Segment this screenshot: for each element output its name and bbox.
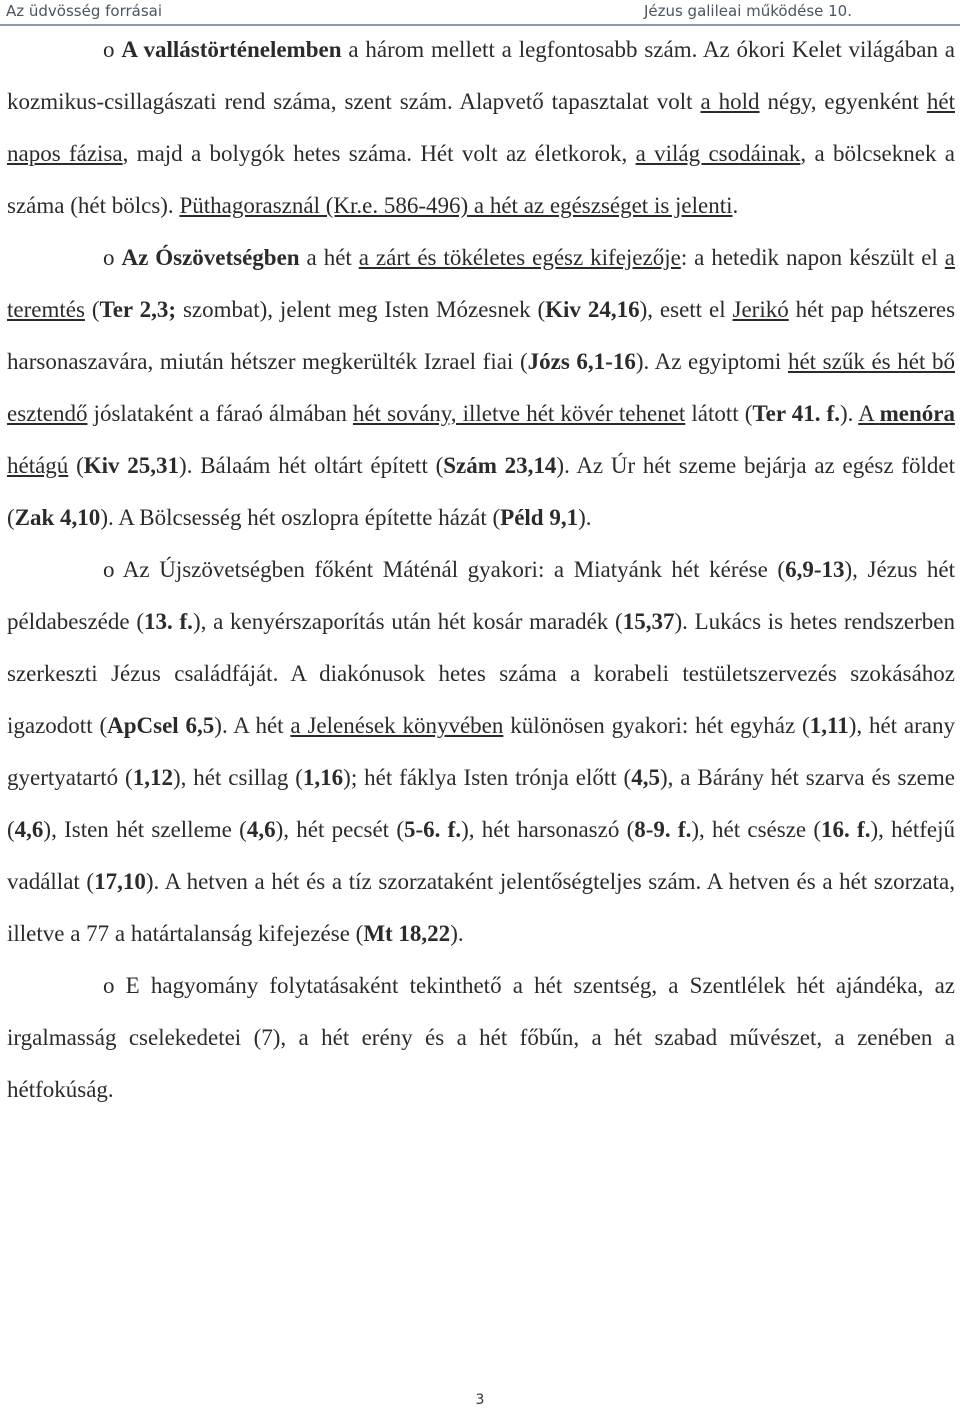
underlined-text: Jerikó bbox=[732, 297, 789, 322]
text-run: ), hét csillag ( bbox=[172, 765, 303, 790]
bold-text: 4,5 bbox=[631, 765, 660, 790]
bold-text: 8-9. f. bbox=[634, 817, 692, 842]
bold-text: Szám 23,14 bbox=[443, 453, 557, 478]
underlined-text: hétágú bbox=[7, 453, 69, 478]
text-run: ), esett el bbox=[639, 297, 733, 322]
bold-text: ApCsel 6,5 bbox=[107, 713, 215, 738]
text-run: a három mellett a legfontosabb szám. Az ókori Kelet világában a kozmikus-csillagászati rend száma, szent szám. Alapvető tapasztalat volt bbox=[7, 37, 955, 114]
bold-text: Józs 6,1-16 bbox=[527, 349, 636, 374]
text-run: ), hét arany gyertyatartó ( bbox=[7, 713, 955, 790]
underlined-text: a világ csodáinak bbox=[635, 141, 801, 166]
bold-text: Kiv 24,16 bbox=[545, 297, 640, 322]
paragraph-new-testament bbox=[7, 544, 955, 960]
bold-text: Péld 9,1 bbox=[500, 505, 579, 530]
underlined-text: a teremtés bbox=[7, 245, 955, 322]
page-number: 3 bbox=[475, 1392, 485, 1408]
text-run: ), a kenyérszaporítás után hét kosár maradék ( bbox=[192, 609, 623, 634]
text-run: . bbox=[732, 193, 739, 218]
bold-text: 6,9-13 bbox=[785, 557, 845, 582]
text-run: ). bbox=[839, 401, 859, 426]
bold-text: 5-6. f. bbox=[404, 817, 462, 842]
text-run: négy, egyenként bbox=[759, 89, 927, 114]
bold-text: 16. f. bbox=[821, 817, 871, 842]
bold-underlined-text: menóra bbox=[879, 401, 955, 426]
page-header bbox=[0, 0, 960, 26]
bold-text: 1,11 bbox=[809, 713, 849, 738]
underlined-text: hét sovány, illetve hét kövér tehenet bbox=[352, 401, 686, 426]
text-run: ), Jézus hét példabeszéde ( bbox=[7, 557, 956, 634]
text-run: , a bölcseknek a száma (hét bölcs). bbox=[7, 141, 955, 218]
underlined-text: A bbox=[858, 401, 880, 426]
text-run: ). Lukács is hetes rendszerben szerkeszti Jézus családfáját. A diakónusok hetes száma a korabeli testületszervezés szokásához igazodott ( bbox=[7, 609, 956, 738]
text-run: látott ( bbox=[685, 401, 753, 426]
bold-text: 4,6 bbox=[246, 817, 276, 842]
bold-text: Kiv 25,31 bbox=[83, 453, 180, 478]
bold-text: 1,16 bbox=[302, 765, 344, 790]
text-run: ), hét pecsét ( bbox=[275, 817, 404, 842]
bold-text: Az Ószövetségben bbox=[121, 245, 300, 270]
header-book-title: Az üdvösség forrásai bbox=[6, 2, 163, 20]
bold-text: 15,37 bbox=[622, 609, 675, 634]
paragraph-religious-history bbox=[7, 24, 955, 232]
text-run: ), Isten hét szelleme ( bbox=[43, 817, 247, 842]
paragraph-old-testament bbox=[7, 232, 955, 544]
text-run: ); hét fáklya Isten trónja előtt ( bbox=[343, 765, 632, 790]
bold-text: Mt 18,22 bbox=[363, 921, 451, 946]
text-run: ( bbox=[84, 297, 100, 322]
bold-text: Zak 4,10 bbox=[14, 505, 101, 530]
bold-text: 17,10 bbox=[94, 869, 146, 894]
text-run: a hét bbox=[299, 245, 359, 270]
text-run: : a hetedik napon készült el bbox=[680, 245, 945, 270]
underlined-text: a zárt és tökéletes egész kifejezője bbox=[358, 245, 681, 270]
bold-text: 13. f. bbox=[144, 609, 193, 634]
text-run: ). Az Úr hét szeme bejárja az egész földet ( bbox=[7, 453, 955, 530]
bold-text: Ter 41. f. bbox=[752, 401, 840, 426]
text-run: különösen gyakori: hét egyház ( bbox=[503, 713, 810, 738]
paragraph-tradition bbox=[7, 960, 955, 1116]
text-run: o E hagyomány folytatásaként tekinthető a hét szentség, a Szentlélek hét ajándéka, az irgalmasság cselekedetei (7), a hét erény és a hét főbűn, a hét szabad művészet, a zenében a hétfokúság. bbox=[7, 973, 955, 1102]
text-run: ). Az egyiptomi bbox=[635, 349, 788, 374]
text-run: o bbox=[103, 245, 122, 270]
bold-text: 1,12 bbox=[132, 765, 173, 790]
header-chapter-title: Jézus galileai működése 10. bbox=[643, 2, 852, 20]
bold-text: 4,6 bbox=[14, 817, 44, 842]
underlined-text: a Jelenések könyvében bbox=[290, 713, 504, 738]
text-run: ). A Bölcsesség hét oszlopra építette házát ( bbox=[100, 505, 501, 530]
text-run: ). bbox=[578, 505, 592, 530]
text-run: o Az Újszövetségben főként Máténál gyakori: a Miatyánk hét kérése ( bbox=[103, 557, 786, 582]
bold-text: A vallástörténelemben bbox=[121, 37, 342, 62]
text-run: ), a Bárány hét szarva és szeme ( bbox=[7, 765, 955, 842]
text-run: hét pap hétszeres harsonaszavára, miután hétszer megkerülték Izrael fiai ( bbox=[7, 297, 956, 374]
underlined-text: hét napos fázisa bbox=[7, 89, 955, 166]
text-run: ). Bálaám hét oltárt épített ( bbox=[179, 453, 444, 478]
bold-text: Ter 2,3; bbox=[99, 297, 177, 322]
text-run: ( bbox=[68, 453, 84, 478]
text-run: ), hét csésze ( bbox=[691, 817, 822, 842]
text-run: jóslataként a fáraó álmában bbox=[87, 401, 353, 426]
text-run: ). A hét bbox=[214, 713, 291, 738]
document-body bbox=[7, 24, 955, 1116]
text-run: ), hét harsonaszó ( bbox=[461, 817, 635, 842]
text-run: ). A hetven a hét és a tíz szorzataként jelentőségteljes szám. A hetven és a hét szorzata, illetve a 77 a határtalanság kifejezése ( bbox=[7, 869, 955, 946]
text-run: szombat), jelent meg Isten Mózesnek ( bbox=[176, 297, 546, 322]
underlined-text: hét szűk és hét bő esztendő bbox=[7, 349, 955, 426]
underlined-text: a hold bbox=[700, 89, 760, 114]
text-run: ), hétfejű vadállat ( bbox=[7, 817, 956, 894]
text-run: , majd a bolygók hetes száma. Hét volt az életkorok, bbox=[122, 141, 636, 166]
text-run: o bbox=[103, 37, 122, 62]
text-run: ). bbox=[450, 921, 464, 946]
underlined-text: Püthagorasznál (Kr.e. 586-496) a hét az egészséget is jelenti bbox=[179, 193, 733, 218]
